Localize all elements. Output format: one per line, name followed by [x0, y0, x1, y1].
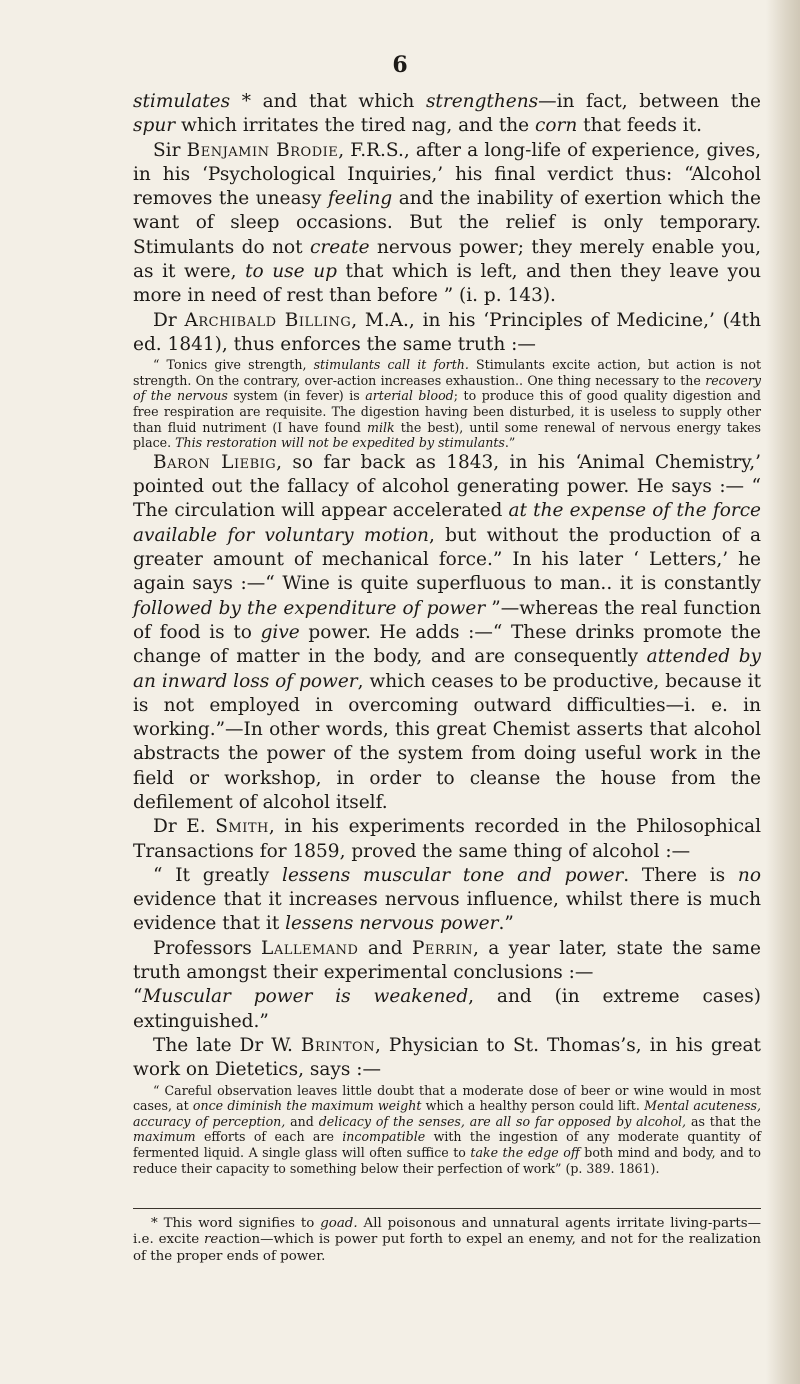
paragraph-lallemand: Professors Lallemand and Perrin, a year later, state the same truth amongst their experimental conclusions :—: [133, 937, 761, 984]
main-text: [133, 90, 761, 1176]
paragraph-lallemand-quote: “Muscular power is weakened, and (in extreme cases) extinguished.”: [133, 986, 761, 1032]
footnote-rule: [133, 1208, 761, 1209]
paragraph-brinton: The late Dr W. Brinton, Physician to St. Thomas’s, in his great work on Dietetics, says :—: [133, 1034, 761, 1081]
paragraph-liebig: Baron Liebig, so far back as 1843, in his ‘Animal Chemistry,’ pointed out the fallacy of alcohol generating power. He says :— “ The circulation will appear accelerated at the expense of the force available for voluntary motion, but without the production of a greater amount of mechanical force.” In his later ‘ Letters,’ he again says :—“ Wine is quite superfluous to man.. it is constantly followed by the expenditure of power ”—whereas the real function of food is to give power. He adds :—“ These drinks promote the change of matter in the body, and are consequently attended by an inward loss of power, which ceases to be productive, because it is not employed in overcoming outward difficulties—i. e. in working.”—In other words, this great Chemist asserts that alcohol abstracts the power of the system from doing useful work in the field or workshop, in order to cleanse the house from the defilement of alcohol itself.: [133, 451, 761, 813]
paragraph-billing: Dr Archibald Billing, M.A., in his ‘Principles of Medicine,’ (4th ed. 1841), thus enforces the same truth :—: [133, 309, 761, 355]
footnote: [133, 1216, 761, 1265]
page-number: 6: [392, 52, 408, 78]
quote-billing: “ Tonics give strength, stimulants call it forth. Stimulants excite action, but action is not strength. On the contrary, over-action increases exhaustion.. One thing necessary to the recovery of the nervous system (in fever) is arterial blood; to produce this of good quality digestion and free respiration are requisite. The digestion having been disturbed, it is useless to supply other than fluid nutriment (I have found milk the best), until some renewal of nervous energy takes place. This restoration will not be expedited by stimulants.”: [133, 357, 761, 451]
quote-brinton: “ Careful observation leaves little doubt that a moderate dose of beer or wine would in most cases, at once diminish the maximum weight which a healthy person could lift. Mental acuteness, accuracy of perception, and delicacy of the senses, are all so far opposed by alcohol, as that the maximum efforts of each are incompatible with the ingestion of any moderate quantity of fermented liquid. A single glass will often suffice to take the edge off both mind and body, and to reduce their capacity to something below their perfection of work” (p. 389. 1861).: [133, 1082, 762, 1176]
paragraph-1: stimulates * and that which strengthens—in fact, between the spur which irritates the tired nag, and the corn that feeds it.: [133, 91, 761, 137]
footnote-text: * This word signifies to goad. All poisonous and unnatural agents irritate living-parts—i.e. excite reaction—which is power put forth to expel an enemy, and not for the realization of the proper ends of power.: [133, 1216, 761, 1264]
paragraph-smith: Dr E. Smith, in his experiments recorded in the Philosophical Transactions for 1859, proved the same thing of alcohol :—: [133, 816, 762, 862]
page-edge-shadow: [766, 0, 800, 1384]
paragraph-smith-quote: “ It greatly lessens muscular tone and power. There is no evidence that it increases nervous influence, whilst there is much evidence that it lessens nervous power.”: [133, 864, 761, 935]
paragraph-brodie: Sir Benjamin Brodie, F.R.S., after a long-life of experience, gives, in his ‘Psychological Inquiries,’ his final verdict thus: “Alcohol removes the uneasy feeling and the inability of exertion which the want of sleep occasions. But the relief is only temporary. Stimulants do not create nervous power; they merely enable you, as it were, to use up that which is left, and then they leave you more in need of rest than before ” (i. p. 143).: [133, 139, 762, 307]
